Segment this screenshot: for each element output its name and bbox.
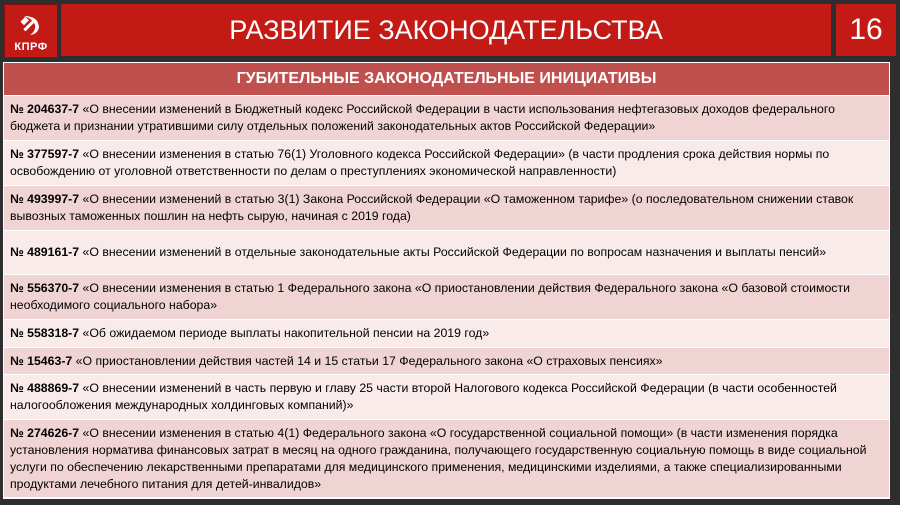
- bill-number: № 556370-7: [10, 281, 80, 296]
- table-body: [4, 96, 889, 498]
- initiatives-table: [3, 62, 890, 499]
- page-title: РАЗВИТИЕ ЗАКОНОДАТЕЛЬСТВА: [61, 4, 831, 56]
- table-row: [4, 141, 889, 186]
- bill-number: № 488869-7: [10, 381, 80, 396]
- bill-number: № 204637-7: [10, 101, 80, 116]
- bill-title: «О внесении изменения в статью 76(1) Уголовного кодекса Российской Федерации» (в части продления срока действия нормы по освобождению от уголовной ответственности по делам о преступлениях экономической направленности): [10, 146, 830, 178]
- hammer-sickle-icon: [16, 10, 46, 40]
- bill-number: № 15463-7: [10, 353, 73, 368]
- table-row: [4, 320, 889, 348]
- bill-title: «О внесении изменений в Бюджетный кодекс Российской Федерации в части использования нефтегазовых доходов федерального бюджета и признании утратившими силу отдельных положений законодательных актов Российской Федерации»: [10, 101, 835, 133]
- bill-title: «О приостановлении действия частей 14 и 15 статьи 17 Федерального закона «О страховых пенсиях»: [72, 353, 663, 368]
- kprf-logo: [4, 4, 58, 58]
- bill-title: «О внесении изменений в часть первую и главу 25 части второй Налогового кодекса Российской Федерации (в части особенностей налогообложения международных холдинговых компаний)»: [10, 381, 837, 413]
- bill-title: «О внесении изменения в статью 4(1) Федерального закона «О государственной социальной помощи» (в части изменения порядка установления норматива финансовых затрат в месяц на одного гражданина, получающего государственную социальную помощь в виде социальной услуги по обеспечению лекарственными препаратами для медицинского применения, медицинскими изделиями, а также специализированными продуктами лечебного питания для детей-инвалидов»: [10, 425, 867, 491]
- table-row: [4, 186, 889, 231]
- logo-text: КПРФ: [14, 40, 48, 53]
- bill-number: № 489161-7: [10, 245, 80, 259]
- bill-title: «О внесении изменений в статью 3(1) Закона Российской Федерации «О таможенном тарифе» (о последовательном снижении ставок вывозных таможенных пошлин на нефть сырую, начиная с 2019 года): [10, 191, 854, 223]
- table-row: [4, 231, 889, 276]
- table-row: [4, 275, 889, 320]
- bill-title: «О внесении изменений в отдельные законодательные акты Российской Федерации по вопросам назначения и выплаты пенсий»: [79, 245, 827, 259]
- table-row: [4, 348, 889, 376]
- bill-number: № 558318-7: [10, 326, 80, 341]
- bill-title: «Об ожидаемом периоде выплаты накопительной пенсии на 2019 год»: [79, 326, 490, 341]
- bill-title: «О внесении изменения в статью 1 Федерального закона «О приостановлении действия Федерального закона «О базовой стоимости необходимого социального набора»: [10, 281, 850, 313]
- bill-number: № 493997-7: [10, 191, 80, 206]
- page-number: 16: [836, 4, 896, 56]
- bill-number: № 274626-7: [10, 425, 80, 440]
- table-row: [4, 375, 889, 420]
- table-heading: ГУБИТЕЛЬНЫЕ ЗАКОНОДАТЕЛЬНЫЕ ИНИЦИАТИВЫ: [4, 63, 889, 96]
- table-row: [4, 96, 889, 141]
- table-row: [4, 420, 889, 498]
- bill-number: № 377597-7: [10, 146, 80, 161]
